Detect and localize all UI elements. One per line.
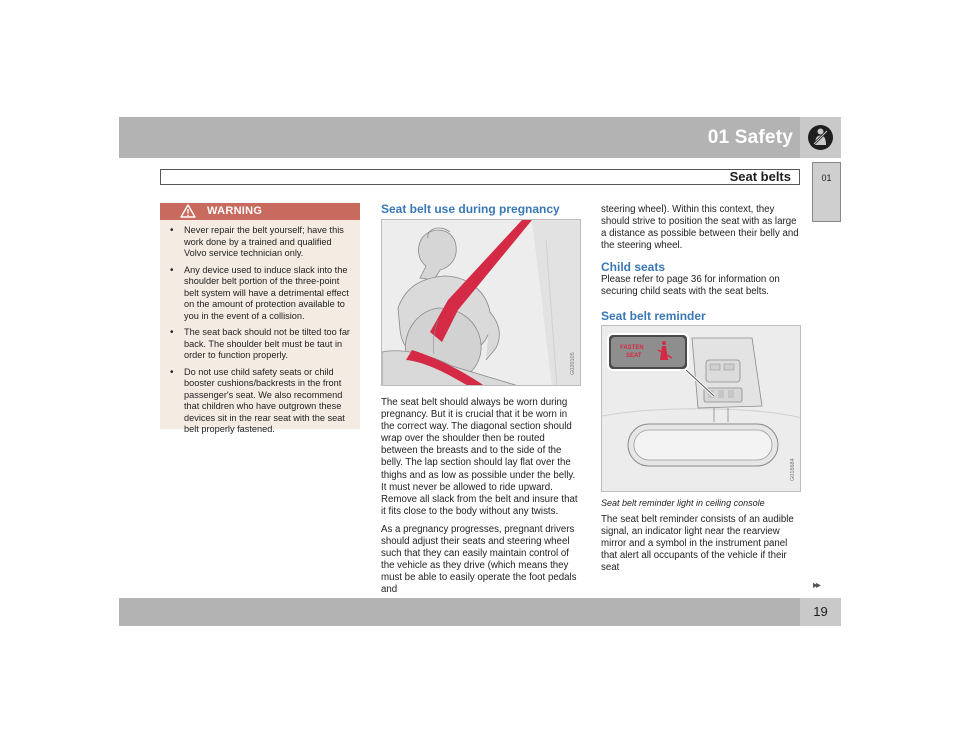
reminder-panel-text-1: FASTEN <box>620 344 644 351</box>
reminder-text: The seat belt reminder consists of an audible signal, an indicator light near the rearview mirror and a symbol in the instrument panel that alert all occupants of the vehicle if their seat <box>601 513 794 573</box>
pregnancy-paragraph-2-continued: steering wheel). Within this context, they should strive to position the seat with as large a distance as possible between their belly and the steering wheel. <box>601 204 799 252</box>
warning-item: • Never repair the belt yourself; have this work done by a trained and qualified Volvo service technician only. <box>170 225 354 260</box>
pregnancy-heading: Seat belt use during pregnancy <box>381 202 560 216</box>
page-number: 19 <box>813 604 828 619</box>
section-bar <box>160 169 800 185</box>
child-seats-text: Please refer to page 36 for information on securing child seats with the seat belts. <box>601 274 780 298</box>
warning-list <box>160 220 360 436</box>
warning-item: • Any device used to induce slack into the shoulder belt portion of the three-point belt system will have a detrimental effect on the amount of protection available to you in the event of a collision. <box>170 265 354 323</box>
pregnant-woman-belt-drawing <box>382 220 581 386</box>
chapter-icon-box <box>800 117 841 158</box>
warning-box <box>160 203 360 434</box>
warning-header <box>160 203 360 220</box>
pregnancy-column <box>381 202 581 597</box>
warning-title: WARNING <box>207 205 263 217</box>
pregnancy-paragraph-2: As a pregnancy progresses, pregnant drivers should adjust their seats and steering wheel such that they can easily maintain control of the vehicle as they drive (which means they must be able to easily operate the foot pedals and <box>381 523 577 596</box>
seat-belt-reminder-heading: Seat belt reminder <box>601 308 706 323</box>
child-seats-heading: Child seats <box>601 260 666 275</box>
ceiling-console-drawing <box>602 326 801 492</box>
continue-arrows-icon: ▸▸ <box>813 580 820 591</box>
footer-band <box>119 598 841 626</box>
figure-code: G018684 <box>790 457 796 481</box>
warning-item: • Do not use child safety seats or child booster cushions/backrests in the front passenger's seat. We also recommend that children who have outgrown these devices sit in the rear seat with the seat belt properly fastened. <box>170 367 354 436</box>
side-tab-label: 01 <box>821 173 832 183</box>
pregnancy-paragraph-1: The seat belt should always be worn during pregnancy. But it is crucial that it be worn in the correct way. The diagonal section should wrap over the shoulder then be routed between the breasts and to the side of the belly. The lap section should lay flat over the thighs and as low as possible under the belly. It must never be allowed to ride upward. Remove all slack from the belt and insure that it fits close to the body without any twists. <box>381 397 578 517</box>
seat-belt-reminder-illustration <box>601 325 801 492</box>
section-title: Seat belts <box>729 169 791 184</box>
warning-item: • The seat back should not be tilted too far back. The shoulder belt must be taut in order to function properly. <box>170 327 354 362</box>
figure-code: G020105 <box>570 352 576 375</box>
warning-triangle-icon <box>180 204 196 218</box>
no-seatbelt-person-icon <box>807 124 834 151</box>
reminder-caption: Seat belt reminder light in ceiling console <box>601 497 765 508</box>
chapter-title: 01 Safety <box>707 127 793 148</box>
reminder-panel-text-2: SEAT <box>626 352 642 359</box>
page-number-box <box>800 598 841 626</box>
right-column <box>601 204 801 574</box>
chapter-header-band <box>119 117 841 158</box>
pregnancy-belt-illustration <box>381 219 581 386</box>
chapter-side-tab <box>812 162 841 222</box>
